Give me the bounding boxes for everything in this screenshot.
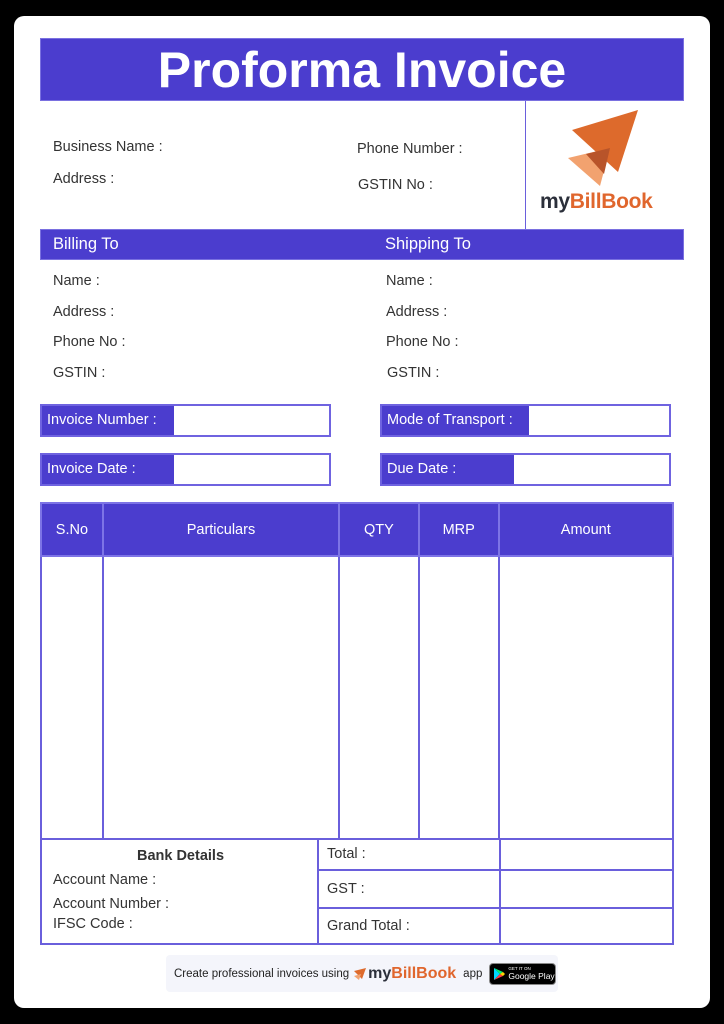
invoice-number-field [40, 404, 331, 437]
totals-block [319, 838, 672, 943]
billing-gstin-label: GSTIN : [53, 365, 106, 381]
gst-value[interactable] [501, 871, 672, 907]
cell-amount[interactable] [499, 556, 673, 839]
items-table [40, 502, 674, 840]
shipping-address-label: Address : [386, 304, 448, 320]
shipping-phone-label: Phone No : [386, 334, 459, 350]
gst-label: GST : [319, 871, 501, 907]
billing-shipping-header [40, 229, 684, 260]
promo-footer [166, 955, 558, 992]
due-date-field [380, 453, 671, 486]
invoice-date-label: Invoice Date : [42, 455, 174, 484]
mode-of-transport-label: Mode of Transport : [382, 406, 529, 435]
bank-details-title: Bank Details [136, 848, 225, 864]
cell-particulars[interactable] [103, 556, 339, 839]
grand-total-value[interactable] [501, 909, 672, 943]
mode-of-transport-field [380, 404, 671, 437]
column-mrp: MRP [419, 503, 499, 556]
business-address-label: Address : [53, 171, 115, 187]
mybillbook-logo-text: myBillBook [540, 190, 653, 213]
billing-to-title: Billing To [53, 235, 119, 253]
billing-phone-label: Phone No : [53, 334, 126, 350]
shipping-gstin-label: GSTIN : [387, 365, 440, 381]
invoice-number-label: Invoice Number : [42, 406, 174, 435]
due-date-input[interactable] [514, 455, 669, 484]
items-table-section [40, 502, 674, 945]
phone-number-label: Phone Number : [357, 141, 463, 157]
shipping-name-label: Name : [386, 273, 433, 289]
billing-name-label: Name : [53, 273, 100, 289]
table-header-row [41, 503, 673, 556]
bank-details [42, 838, 319, 943]
total-value[interactable] [501, 838, 672, 869]
grand-total-label: Grand Total : [319, 909, 501, 943]
total-row [319, 838, 672, 871]
shipping-to-title: Shipping To [385, 235, 471, 253]
column-sno: S.No [41, 503, 103, 556]
due-date-label: Due Date : [382, 455, 514, 484]
badge-small-text: GET IT ON [508, 966, 531, 971]
promo-suffix: app [463, 967, 483, 980]
cell-sno[interactable] [41, 556, 103, 839]
gstin-label: GSTIN No : [358, 177, 433, 193]
invoice-number-input[interactable] [174, 406, 329, 435]
promo-brand: myBillBook [368, 964, 457, 982]
mybillbook-small-logo-icon [354, 968, 366, 980]
promo-text: Create professional invoices using [174, 967, 350, 980]
invoice-date-input[interactable] [174, 455, 329, 484]
cell-qty[interactable] [339, 556, 419, 839]
total-label: Total : [319, 838, 501, 869]
page-title: Proforma Invoice [40, 38, 684, 101]
summary-section [40, 838, 674, 945]
account-number-label: Account Number : [53, 896, 170, 912]
billing-address-label: Address : [53, 304, 115, 320]
account-name-label: Account Name : [53, 872, 157, 888]
ifsc-code-label: IFSC Code : [53, 916, 133, 932]
cell-mrp[interactable] [419, 556, 499, 839]
table-row [41, 556, 673, 839]
column-amount: Amount [499, 503, 673, 556]
column-qty: QTY [339, 503, 419, 556]
badge-big-text: Google Play [508, 970, 555, 981]
google-play-badge[interactable] [489, 963, 556, 985]
invoice-date-field [40, 453, 331, 486]
column-particulars: Particulars [103, 503, 339, 556]
gst-row [319, 871, 672, 909]
grand-total-row [319, 909, 672, 943]
mode-of-transport-input[interactable] [529, 406, 669, 435]
header-divider [525, 101, 526, 229]
mybillbook-logo-icon [566, 110, 642, 186]
business-name-label: Business Name : [53, 139, 163, 155]
google-play-icon [494, 968, 505, 980]
